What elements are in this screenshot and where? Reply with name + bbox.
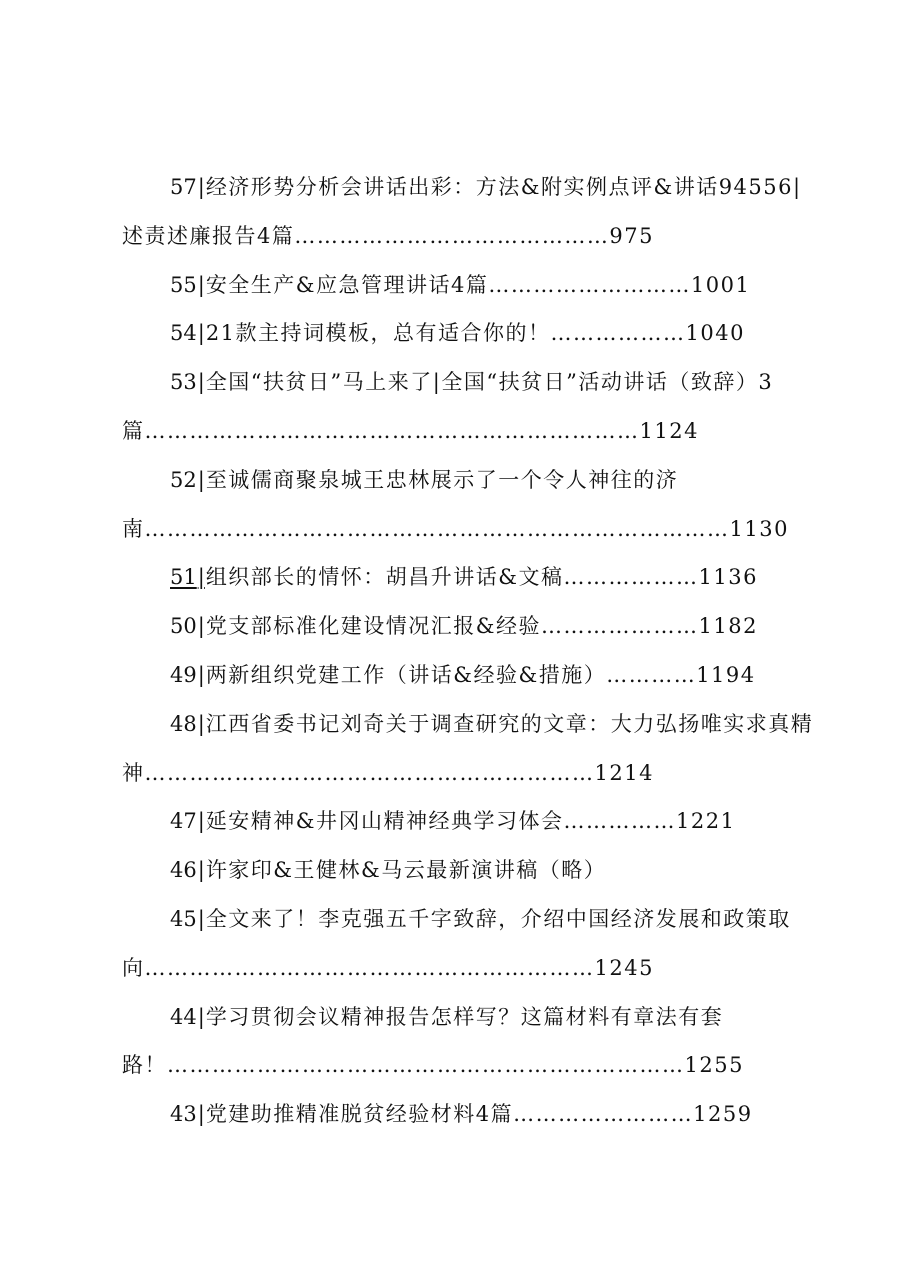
entry-number: 55	[170, 272, 197, 297]
entry-text: 全国“扶贫日”马上来了|全国“扶贫日”活动讲话（致辞）3篇…………………………………………………………1124	[122, 370, 774, 443]
toc-entry: 43|党建助推精准脱贫经验材料4篇……………………1259	[170, 1102, 753, 1127]
entry-text: 全文来了！李克强五千字致辞，介绍中国经济发展和政策取向……………………………………………………1245	[122, 906, 791, 980]
toc-entry: 57|经济形势分析会讲话出彩：方法&附实例点评&讲话94556|述责述廉报告4篇……………………………………975	[122, 175, 802, 248]
table-of-contents	[122, 163, 822, 1139]
entry-text: 党建助推精准脱贫经验材料4篇……………………1259	[205, 1102, 753, 1127]
entry-text: 延安精神&井冈山精神经典学习体会……………1221	[205, 809, 736, 834]
entry-number: 43	[170, 1102, 197, 1127]
entry-text: 组织部长的情怀：胡昌升讲话&文稿………………1136	[205, 565, 758, 590]
entry-number: 44	[170, 1004, 197, 1029]
toc-entry: 46|许家印&王健林&马云最新演讲稿（略）	[170, 858, 607, 883]
toc-entry: 50|党支部标准化建设情况汇报&经验…………………1182	[170, 614, 758, 639]
toc-entry: 44|学习贯彻会议精神报告怎样写？这篇材料有章法有套路！……………………………………………………………1255	[122, 1004, 744, 1078]
entry-number: 48	[170, 711, 197, 736]
entry-number: 52	[170, 467, 197, 492]
entry-number: 53	[170, 370, 197, 395]
entry-text: 至诚儒商聚泉城王忠林展示了一个令人神往的济南……………………………………………………………………1130	[122, 467, 789, 541]
entry-text: 21款主持词模板，总有适合你的！………………1040	[205, 321, 745, 346]
entry-text: 江西省委书记刘奇关于调查研究的文章：大力弘扬唯实求真精神……………………………………………………1214	[122, 711, 814, 785]
toc-entry: 51|组织部长的情怀：胡昌升讲话&文稿………………1136	[170, 565, 758, 590]
entry-number: 50	[170, 614, 197, 639]
toc-entry: 47|延安精神&井冈山精神经典学习体会……………1221	[170, 809, 736, 834]
toc-entry: 53|全国“扶贫日”马上来了|全国“扶贫日”活动讲话（致辞）3篇…………………………………………………………1124	[122, 370, 774, 443]
toc-entry: 52|至诚儒商聚泉城王忠林展示了一个令人神往的济南……………………………………………………………………1130	[122, 467, 789, 541]
entry-number: 45	[170, 906, 197, 931]
entry-number: 51	[170, 565, 197, 590]
toc-entry: 45|全文来了！李克强五千字致辞，介绍中国经济发展和政策取向……………………………………………………1245	[122, 906, 791, 980]
toc-entry: 54|21款主持词模板，总有适合你的！………………1040	[170, 321, 745, 346]
entry-text: 安全生产&应急管理讲话4篇………………………1001	[205, 272, 751, 297]
entry-text: 党支部标准化建设情况汇报&经验…………………1182	[205, 614, 758, 639]
entry-number: 54	[170, 321, 197, 346]
entry-number: 46	[170, 858, 197, 883]
entry-text: 经济形势分析会讲话出彩：方法&附实例点评&讲话94556|述责述廉报告4篇……………………………………975	[122, 175, 802, 248]
toc-entry: 48|江西省委书记刘奇关于调查研究的文章：大力弘扬唯实求真精神……………………………………………………1214	[122, 711, 814, 785]
toc-entry: 49|两新组织党建工作（讲话&经验&措施）…………1194	[170, 662, 756, 687]
entry-text: 许家印&王健林&马云最新演讲稿（略）	[205, 858, 607, 883]
entry-number: 57	[170, 175, 197, 199]
toc-entry: 55|安全生产&应急管理讲话4篇………………………1001	[170, 272, 751, 297]
entry-number: 47	[170, 809, 197, 834]
entry-text: 两新组织党建工作（讲话&经验&措施）…………1194	[205, 662, 756, 687]
entry-number: 49	[170, 662, 197, 687]
entry-text: 学习贯彻会议精神报告怎样写？这篇材料有章法有套路！……………………………………………………………1255	[122, 1004, 744, 1078]
